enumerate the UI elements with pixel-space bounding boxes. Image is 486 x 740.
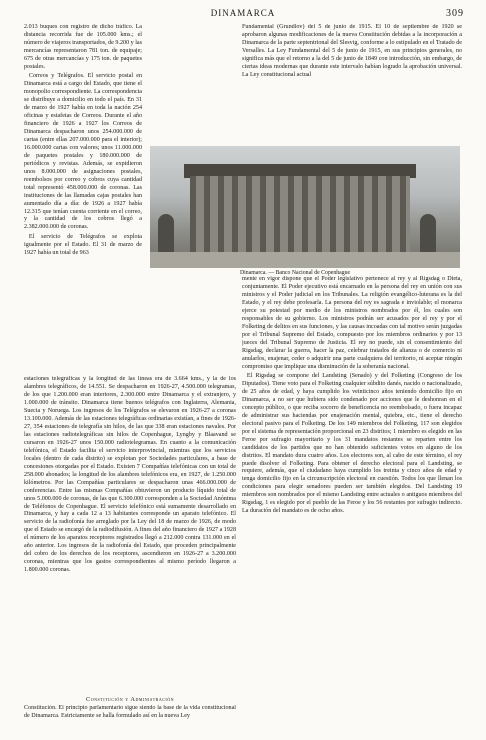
- column-left-lower: [24, 376, 236, 718]
- column-right-upper: [242, 24, 462, 140]
- building-facade: [190, 176, 410, 254]
- paragraph: mente en vigor dispone que el Poder legislativo pertenece al rey y al Rigsdag o Dieta, conjuntamente. El Poder ejecutivo está encarnado en la persona del rey en unión con sus ministros y el Poder judicial en los Tribunales. La religión evangélico-luterana es la del Estado, y el rey debe profesarla. La persona del rey es sagrada e inviolable; el monarca ejerce su potestad por medio de los ministros nombrados por él, los cuales son responsables de su gobierno. Los ministros podrán ser acusados por el rey y por el Folketing de delitos en sus funciones, y las causas incoadas con tal motivo serán juzgadas por el Tribunal Supremo del Estado, compuesto por los miembros ordinarios y por 13 jueces del Tribunal Supremo de Justicia. El rey no puede, sin el consentimiento del Rigsdag, declarar la guerra, hacer la paz, celebrar tratados de alianza o de comercio ni anularlos, enajenar, ceder o adquirir una parte cualquiera del territorio, ni aceptar ningún compromiso que implique una disminución de la soberanía nacional.: [242, 276, 462, 370]
- section-heading: Constitución y Administración: [86, 696, 174, 703]
- paragraph: El Rigsdag se compone del Landsting (Senado) y del Folketing (Congreso de los Diputados). Tiene voto para el Folketing cualquier súbdito danés, nacido o nacionalizado, de 25 años de edad, y haya cumplido los veinticinco años teniendo domicilio fijo en Dinamarca, a no ser que hubiera sido condenado por acciones que le deshonran en el concepto público, o que reciba socorro de beneficencia no reembolsado, o fuera incapaz de administrar sus haciendas por enajenación mental, quiebra, etc., tiene el derecho electoral pasivo para el Folketing. De los 149 miembros del Folketing, 117 son elegidos por el sistema de representación proporcional en 23 distritos; 1 miembro es elegido en las Feroe por sufragio mayoritario y los 31 mandatos restantes se reparten entre los candidatos de los partidos que no han obtenido suficientes votos en alguno de los distritos. El mandato dura cuatro años. Los electores son, al cabo de este término, el rey puede disolver el Folketing. Para obtener el derecho electoral para el Landsting, se requiere, además, que el ciudadano haya cumplido los treinta y cinco años de edad y tenga domicilio fijo en la circunscripción electoral en cuestión. Todos los que llenan los condiciones para elegir senadores pueden ser también elegidos. Del Landsting 19 miembros son nombrados por el mismo Landsting entre actuales o antiguos miembros del Rigsdag, 1 es elegido por el pueblo de las Feroe y los 56 restantes por sufragio indirecto. La duración del mandato es de ocho años.: [242, 372, 462, 515]
- paragraph: Correos y Telégrafos. El servicio postal en Dinamarca está a cargo del Estado, que tiene el monopolio correspondiente. La correspondencia se distribuye a domicilio en todo el país. En 31 de marzo de 1927 había en toda la nación 254 oficinas y estafetas de Correos. Durante el año financiero de 1926 a 1927 los Correos de Dinamarca despacharon unos 254.000.000 de cartas (entre ellas 207.000.000 para el interior); 16.000.000 cartas con valores; unos 11.000.000 de paquetes postales y 180.000.000 de periódicos y revistas. Además, se expidieron unos 8.000.000 de asignaciones postales, reembolsos por correo y cobros cuya cantidad total representó 458.000.000 de coronas. Las instituciones de las llamadas cajas postales han aumentado día a día: de 1926 a 1927 había 12.315 que tenían cuenta corriente en el correo, y la cantidad de los cobros llegó a 2.382.000.000 de coronas.: [24, 73, 142, 231]
- paragraph: Fundamental (Grundlov) del 5 de junio de 1915. El 10 de septiembre de 1920 se aprobaron algunas modificaciones de la nueva Constitución debidas a la incorporación a Dinamarca de la parte septentrional del Slesvig, conforme a lo estipulado en el Tratado de Versalles. La Ley Fundamental del 5 de junio de 1915, en sus principios generales, no significa más que el retorno a la del 5 de junio de 1849 con introducción, sin embargo, de ciertas ideas modernas que durante este intervalo habían logrado la aprobación universal. La Ley constitucional actual: [242, 24, 462, 78]
- page-number: 309: [446, 8, 464, 19]
- street-ground: [150, 252, 460, 268]
- paragraph: El servicio de Telégrafos se explota igualmente por el Estado. El 31 de marzo de 1927 había un total de 963: [24, 233, 142, 256]
- bank-photograph: [150, 146, 460, 268]
- running-header: [22, 8, 464, 22]
- running-title: DINAMARCA: [210, 8, 276, 18]
- image-caption: Dinamarca. — Banco Nacional de Copenhague: [240, 270, 351, 276]
- column-left-upper: [24, 24, 142, 376]
- paragraph: estaciones telegráficas y la longitud de las líneas era de 3.664 kms., y la de los alambres telegráficos, de 14.551. Se despacharon en 1926-27, 4.500.000 telegramas, de los que 1.200.000 eran interiores, 2.300.000 entre Dinamarca y el extranjero, y 1.000.000 de tránsito. Dinamarca tiene buenos telégrafos con Inglaterra, Alemania, Suecia y Noruega. Los ingresos de los Telégrafos se elevaron en 1926-27 a coronas 13.100.000. Además de las estaciones telegráficas ordinarias existían, a fines de 1926-27, 354 estaciones de telegrafía sin hilos, de las que 338 eran estaciones navales. Por las estaciones radiotelegráficas sin hilos de Copenhague, Lyngby y Blaavand se cursaron en 1926-27 unos 150.000 radiotelegramas. En cuanto a la comunicación telefónica, el Estado facilita el servicio interprovincial, mientras que los servicios locales (dentro de cada distrito) se explotan por Sociedades particulares, a base de concesiones otorgadas por el Estado. Existen 7 Compañías telefónicas con un total de 258.000 abonados; la longitud de los alambres telefónicos era, en 1927, de 1.250.000 kilómetros. Por las Compañías particulares se despacharon unas 466.000.000 de conferencias. Entre las mismas Compañías obtuvieron un producto líquido total de unos 5.000.000 de coronas, de las que 6.300.000 corresponden a la Sociedad Anónima de Teléfonos de Copenhague. El servicio telefónico está sumamente desarrollado en Dinamarca, y hay a cada 12 a 13 habitantes corresponde un aparato telefónico. El servicio de la radiofonía fue arreglado por la Ley del 18 de marzo de 1926, de modo que el Estado se encargó de la radiodifusión. A fines del año financiero de 1927 a 1928 el número de los aparatos receptores registrados llegó a 212.000 contra 131.000 en el año anterior. Los ingresos de la radiofonía del Estado, que proceden principalmente del cobro de los derechos de los receptores, ascendieron en 1926-27 a 3.200.000 coronas, mientras que los gastos correspondientes al mismo período llegaron a 1.800.000 coronas.: [24, 376, 236, 574]
- paragraph: 2.013 buques con registro de dicho tráfico. La distancia recorrida fue de 105.000 kms.; el número de viajeros transportados, de 9.200 y las mercancías representaron 781 ton. de equipaje; 675 de otras mercancías y 175 ton. de paquetes postales.: [24, 24, 142, 70]
- section-paragraph: Constitución. El principio parlamentario sigue siendo la base de la vida constitucional de Dinamarca. Estrictamente se halla formulado así en la nueva Ley: [24, 705, 236, 719]
- column-right-lower: [242, 276, 462, 718]
